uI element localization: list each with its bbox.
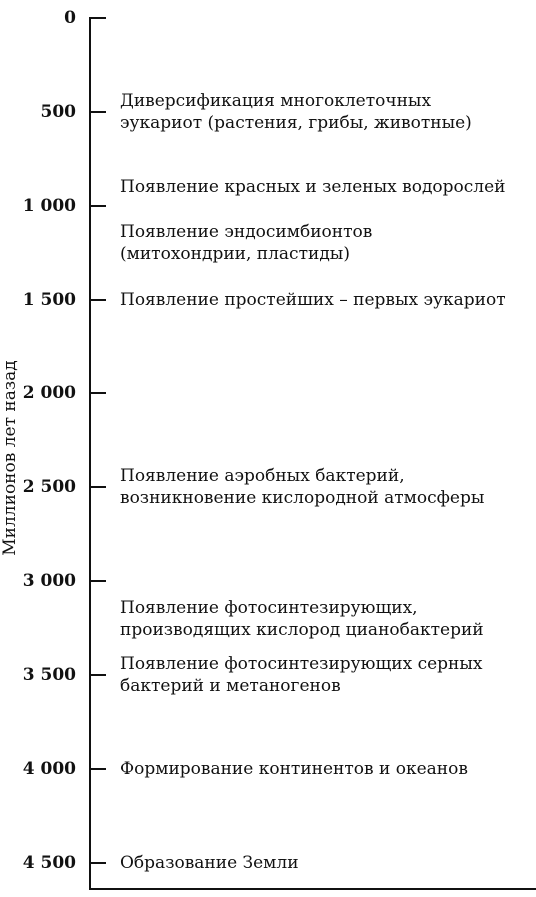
event-text-line: Появление эндосимбионтов [120,222,373,243]
event-text-line: производящих кислород цианобактерий [120,619,484,640]
event-text-line: Появление фотосинтезирующих серных [120,653,483,674]
event-text-line: (митохондрии, пластиды) [120,244,350,265]
axis-tick [89,768,106,770]
axis-line [89,18,91,890]
event-text-line: Появление простейших – первых эукариот [120,289,506,310]
event-text-line: Диверсификация многоклеточных [120,90,432,111]
axis-tick-label: 1 500 [22,289,76,310]
axis-tick-label: 3 500 [22,664,76,685]
timeline-event [120,597,484,641]
event-text-line: возникновение кислородной атмосферы [120,488,485,509]
timeline-event [120,289,506,311]
timeline-event [120,852,299,874]
event-text-line: эукариот (растения, грибы, животные) [120,112,472,133]
timeline-event [120,465,484,509]
event-text-line: Появление фотосинтезирующих, [120,597,418,618]
event-text-line: Появление красных и зеленых водорослей [120,176,506,197]
axis-tick-label: 500 [40,101,76,122]
event-text-line: бактерий и метаногенов [120,675,341,696]
axis-tick [89,205,106,207]
timeline-event [120,653,483,697]
axis-tick [89,674,106,676]
timeline-event [120,176,505,198]
axis-tick-label: 2 500 [22,477,76,498]
timeline-event [120,758,468,780]
axis-tick [89,580,106,582]
axis-tick [89,862,106,864]
axis-tick-label: 0 [64,8,76,28]
axis-tick [89,111,106,113]
axis-tick [89,392,106,394]
axis-tick [89,17,106,19]
axis-tick-label: 4 500 [22,852,76,873]
axis-tick-label: 1 000 [22,195,76,216]
axis-tick [89,299,106,301]
event-text-line: Формирование континентов и океанов [120,758,468,779]
axis-tick-label: 2 000 [22,383,76,404]
event-text-line: Появление аэробных бактерий, [120,466,405,487]
axis-tick-label: 4 000 [22,758,76,779]
event-text-line: Образование Земли [120,852,299,873]
axis-baseline [89,888,536,890]
timeline-event [120,221,372,265]
axis-tick-label: 3 000 [22,571,76,592]
axis-tick [89,486,106,488]
y-axis-label: Миллионов лет назад [0,360,20,556]
timeline-event [120,90,472,134]
